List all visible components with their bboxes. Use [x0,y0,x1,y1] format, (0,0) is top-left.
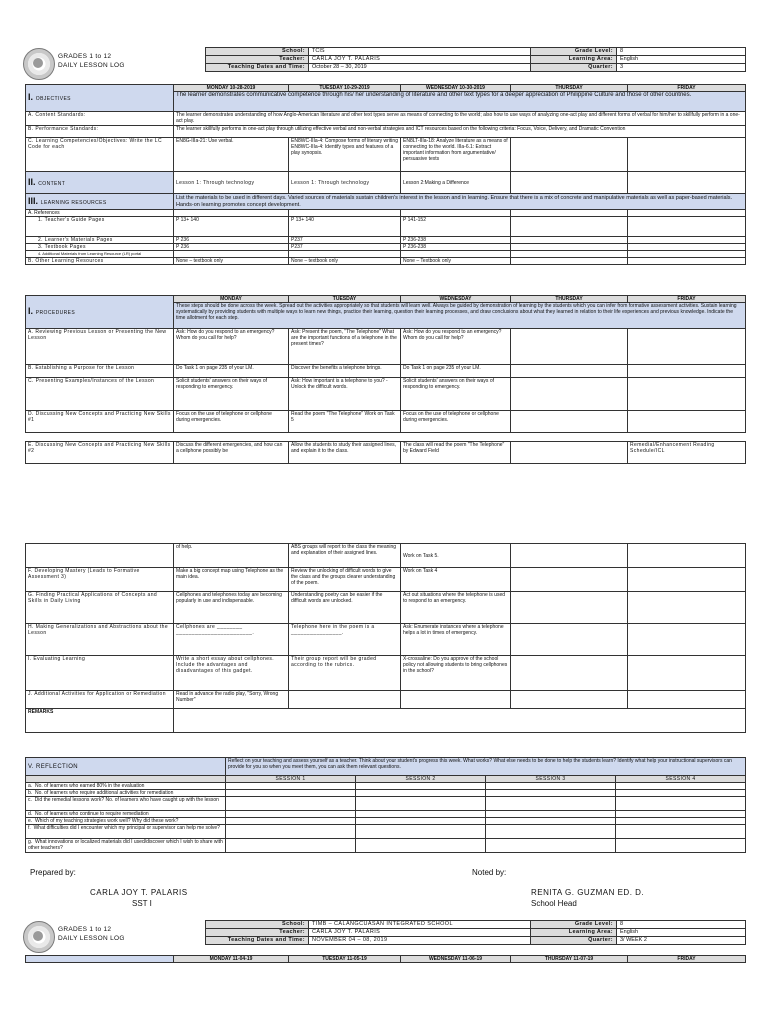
performance-standards-text: The learner skillfully performs in one-act play through utilizing effective verbal and non-verbal strategies and ICT resources based on the following criteria: Focus, Voice, Delivery, and Dramatic Convention [174,126,746,138]
teachers-guide-monday: P 13+ 140 [174,217,289,237]
school-head-title: School Head [531,899,577,908]
proc-i-monday: Write a short essay about cellphones. Include the advantages and disadvantages of this gadget. [174,656,289,691]
cont-e-wednesday: Work on Task 5. [401,544,511,568]
reflection-item [26,811,226,818]
proc-a-wednesday: Ask: How do you respond to an emergency? Whom do you call for help? [401,329,511,365]
textbook-pages-label: 3. Textbook Pages [26,244,174,251]
empty-cell [616,839,746,853]
learners-materials-monday: P 236 [174,237,289,244]
empty-cell [628,624,746,656]
proc-b-wednesday: Do Task 1 on page 235 of your LM. [401,365,511,378]
dates-label: Teaching Dates and Time: [206,937,309,945]
day-header: WEDNESDAY 11-06-19 [401,956,511,963]
competency-wednesday: EN8LT-IIIa-18: Analyze literature as a means of connecting to the world. IIIa-6.1: Extract important information from argumentative/ persuasive texts [401,138,511,172]
procedures-intro: These steps should be done across the week. Spread out the activities appropriately so that students will learn well. Always be guided by demonstration of learning by the students which you can infer from formative assessment activities. Sustain learning systematically by providing students with multiple ways to learn new things, practice their learning, question their learning processes, and draw conclusions about what they learned in relation to their life experiences and previous knowledge. Indicate the time allotment for each step. [174,303,746,329]
content-heading [26,172,174,194]
reflection-item [26,783,226,790]
empty-cell [356,811,486,818]
empty-cell [511,544,628,568]
proc-g-monday: Cellphones and telephones today are becoming popularly in use and indispensable. [174,592,289,624]
proc-f-label: F. Developing Mastery (Leads to Formative Assessment 3) [26,568,174,592]
teachers-guide-label: 1. Teacher's Guide Pages [26,217,174,237]
performance-standards-label: B. Performance Standards: [26,126,174,138]
teachers-guide-tuesday: P 13+ 140 [289,217,401,237]
learners-materials-tuesday: P237 [289,237,401,244]
proc-i-wednesday: X-crossaline: Do you approve of the school policy not allowing students to bring cellphones in the school? [401,656,511,691]
content-num: II. [28,176,36,187]
resources-heading [26,194,174,210]
empty-cell [356,797,486,811]
empty-cell [628,544,746,568]
area-value: English [617,929,746,937]
procedures-num: I. [28,306,34,316]
objectives-num: I. [28,92,34,102]
preparer-title: SST I [132,899,152,908]
empty-cell [628,258,746,265]
day-header: TUESDAY 10-29-2019 [289,85,401,92]
quarter-value: 3 [617,64,746,72]
textbook-pages-wednesday: P 236-238 [401,244,511,251]
day-header: THURSDAY [511,85,628,92]
procedures-title: PROCEDURES [35,310,76,316]
cont-e-tuesday: ABS groups will report to the class the meaning and explanation of their assigned lines. [289,544,401,568]
procedures-table [25,295,746,433]
empty-cell [511,244,628,251]
proc-g-label: G. Finding Practical Applications of Concepts and Skills in Daily Living [26,592,174,624]
proc-d-label: D. Discussing New Concepts and Practicing New Skills #1 [26,411,174,433]
reflection-title: V. REFLECTION [26,758,226,776]
competencies-label: C. Learning Competencies/Objectives: Write the LC Code for each [26,138,174,172]
day-header: TUESDAY [289,296,401,303]
empty-cell [486,811,616,818]
competency-monday: EN8G-IIIa-21: Use verbal. [174,138,289,172]
reflection-key: a. [28,783,33,789]
empty-cell [628,656,746,691]
day-header: FRIDAY [628,956,746,963]
empty-cell [26,776,226,783]
area-label: Learning Area: [531,56,617,64]
empty-cell [174,251,289,258]
reflection-item [26,825,226,839]
prepared-by-label: Prepared by: [30,868,76,877]
content-wednesday: Lesson 2:Making a Difference [401,172,511,194]
school-label: School: [206,921,309,929]
empty-cell [26,956,174,963]
empty-cell [628,378,746,411]
empty-cell [486,790,616,797]
empty-cell [26,544,174,568]
reflection-key: g. [28,839,33,845]
dll-title-line1: GRADES 1 to 12 [58,926,112,933]
empty-cell [511,258,628,265]
proc-h-label: H. Making Generalizations and Abstractions about the Lesson [26,624,174,656]
empty-cell [616,797,746,811]
empty-cell [289,210,401,217]
dll-title [58,925,125,943]
proc-f-monday: Make a big concept map using Telephone as the main idea. [174,568,289,592]
day-header: WEDNESDAY [401,296,511,303]
proc-c-monday: Solicit students' answers on their ways of responding to emergency. [174,378,289,411]
dates-label: Teaching Dates and Time: [206,64,309,72]
proc-e-monday: Discuss the different emergencies, and how can a cellphone possibly be [174,442,289,464]
reflection-question: What difficulties did I encounter which my principal or supervisor can help me solve? [33,825,220,831]
empty-cell [511,329,628,365]
teachers-guide-wednesday: P 141-152 [401,217,511,237]
empty-cell [356,790,486,797]
proc-h-tuesday: Telephone here in the poem is a ________________. [289,624,401,656]
reflection-text: Reflect on your teaching and assess yourself as a teacher. Think about your student's progress this week. What works? What else needs to be done to help the students learn? Identify what help your instructional supervisors can provide for you so when you meet them, you can ask them relevant questions. [226,758,746,776]
empty-cell [486,839,616,853]
proc-b-tuesday: Discover the benefits a telephone brings. [289,365,401,378]
empty-cell [628,365,746,378]
empty-cell [511,568,628,592]
day-header: THURSDAY [511,296,628,303]
empty-cell [511,592,628,624]
empty-cell [628,251,746,258]
session-header: SESSION 2 [356,776,486,783]
day-header: TUESDAY 11-05-19 [289,956,401,963]
textbook-pages-tuesday: P237 [289,244,401,251]
empty-cell [401,251,511,258]
resources-title: LEARNING RESOURCES [40,199,107,206]
lesson-table-1 [25,84,746,265]
proc-e-wednesday: The class will read the poem "The Telephone" by Edward Field [401,442,511,464]
objective-statement: The learner demonstrates communicative competence through his/ her understanding of literature and other text types for a deeper appreciation of Philippine Culture and those of other countries. [174,92,746,112]
proc-d-monday: Focus on the use of telephone or cellphone during emergencies. [174,411,289,433]
day-header: MONDAY [174,296,289,303]
empty-cell [486,783,616,790]
empty-cell [511,172,628,194]
references-label: A. References [26,210,174,217]
school-value: TIMB – CALANGCUASAN INTEGRATED SCHOOL [309,921,531,929]
empty-cell [628,244,746,251]
other-resources-tuesday: None – textbook only [289,258,401,265]
proc-d-tuesday: Read the poem "The Telephone" Work on Task 5 [289,411,401,433]
empty-cell [616,825,746,839]
day-header: WEDNESDAY 10-30-2019 [401,85,511,92]
day-header: FRIDAY [628,85,746,92]
textbook-pages-monday: P 236 [174,244,289,251]
empty-cell [511,365,628,378]
proc-i-tuesday: Their group report will be graded according to the rubrics. [289,656,401,691]
quarter-label: Quarter: [531,937,617,945]
grade-label: Grade Level: [531,921,617,929]
learners-materials-wednesday: P 236-238 [401,237,511,244]
empty-cell [289,691,401,709]
proc-i-label: I. Evaluating Learning [26,656,174,691]
proc-b-label: B. Establishing a Purpose for the Lesson [26,365,174,378]
empty-cell [511,442,628,464]
proc-c-wednesday: Solicit students' answers on their ways of responding to emergency. [401,378,511,411]
empty-cell [486,825,616,839]
proc-j-label: J. Additional Activities for Application or Remediation [26,691,174,709]
dll-title [58,52,125,70]
reflection-item [26,818,226,825]
reflection-question: No. of learners who require additional activities for remediation [34,790,174,796]
proc-e-label: E. Discussing New Concepts and Practicing New Skills #2 [26,442,174,464]
continuation-table [25,543,746,733]
empty-cell [226,797,356,811]
reflection-key: e. [28,818,33,824]
other-resources-monday: None – textbook only [174,258,289,265]
other-resources-label: B. Other Learning Resources [26,258,174,265]
proc-h-monday: Cellphones are ________ ________________________. [174,624,289,656]
teacher-value: CARLA JOY T. PALARIS [309,929,531,937]
empty-cell [511,237,628,244]
empty-cell [226,839,356,853]
empty-cell [616,818,746,825]
empty-cell [226,783,356,790]
teacher-value: CARLA JOY T. PALARIS [309,56,531,64]
empty-cell [226,790,356,797]
quarter-value: 3/ WEEK 2 [617,937,746,945]
proc-c-label: C. Presenting Examples/Instances of the Lesson [26,378,174,411]
empty-cell [356,783,486,790]
reflection-key: c. [28,797,32,803]
proc-f-wednesday: Work on Task 4 [401,568,511,592]
proc-e-tuesday: Allow the students to study their assigned lines, and explain it to the class. [289,442,401,464]
reflection-question: Which of my teaching strategies work well? Why did these work? [34,818,179,824]
reflection-key: b. [28,790,33,796]
procedures-table-e [25,441,746,464]
grade-label: Grade Level: [531,48,617,56]
content-monday: Lesson 1: Through technology [174,172,289,194]
empty-cell [401,210,511,217]
empty-cell [511,210,628,217]
content-tuesday: Lesson 1: Through technology [289,172,401,194]
session-header: SESSION 1 [226,776,356,783]
school-head-name: RENITA G. GUZMAN ED. D. [531,888,645,897]
reflection-item [26,839,226,853]
proc-c-tuesday: Ask: How important is a telephone to you? -Unlock the difficult words. [289,378,401,411]
grade-value: 8 [617,921,746,929]
dates-value: October 28 – 30, 2019 [309,64,531,72]
proc-b-monday: Do Task 1 on page 235 of your LM. [174,365,289,378]
day-header: FRIDAY [628,296,746,303]
lr-portal-label: 4. Additional Materials from Learning Resource (LR) portal [26,251,174,258]
deped-seal-logo [23,921,55,953]
empty-cell [628,691,746,709]
proc-h-wednesday: Ask: Enumerate instances where a telephone helps a lot in times of emergency. [401,624,511,656]
empty-cell [511,656,628,691]
proc-e-friday: Remedial/Enhancement Reading Schedule/ICL [628,442,746,464]
procedures-heading [26,296,174,329]
day-header: MONDAY 10-28-2019 [174,85,289,92]
school-label: School: [206,48,309,56]
proc-d-wednesday: Focus on the use of telephone or cellphone during emergencies. [401,411,511,433]
proc-g-wednesday: Act out situations where the telephone is used to respond to an emergency. [401,592,511,624]
proc-a-monday: Ask: How do you respond to an emergency? Whom do you call for help? [174,329,289,365]
deped-seal-logo [23,48,55,80]
empty-cell [356,839,486,853]
proc-a-tuesday: Ask: Present the poem, "The Telephone" What are the important functions of a telephone in the present times? [289,329,401,365]
content-standards-text: The learner demonstrates understanding of how Anglo-American literature and other text types serve as means of connecting to the world; also how to use ways of analyzing one-act play and different forms of verbal for him/her to skillfully perform in a one-act play. [174,112,746,126]
objectives-title: OBJECTIVES [35,96,71,102]
learners-materials-label: 2. Learner's Materials Pages [26,237,174,244]
content-title: CONTENT [38,180,66,187]
session-header: SESSION 3 [486,776,616,783]
proc-j-monday: Read in advance the radio play, "Sorry, Wrong Number" [174,691,289,709]
empty-cell [486,818,616,825]
objectives-heading [26,85,174,112]
empty-cell [289,251,401,258]
empty-cell [628,592,746,624]
empty-cell [511,411,628,433]
grade-value: 8 [617,48,746,56]
reflection-item [26,790,226,797]
dates-value: NOVEMBER 04 – 08, 2019 [309,937,531,945]
day-header: THURSDAY 11-07-19 [511,956,628,963]
empty-cell [628,237,746,244]
noted-by-label: Noted by: [472,868,507,877]
empty-cell [511,691,628,709]
proc-g-tuesday: Understanding poetry can be easier if the difficult words are unlocked. [289,592,401,624]
preparer-name: CARLA JOY T. PALARIS [90,888,188,897]
reflection-item [26,797,226,811]
empty-cell [511,217,628,237]
teacher-label: Teacher: [206,929,309,937]
reflection-table [25,757,746,853]
empty-cell [628,217,746,237]
area-label: Learning Area: [531,929,617,937]
cont-e-monday: of help. [174,544,289,568]
resources-description: List the materials to be used in different days. Varied sources of materials sustain children's interest in the lesson and in learning. Ensure that there is a mix of concrete and manipulative materials as well as paper-based materials. Hands-on learning promotes concept development. [174,194,746,210]
empty-cell [628,329,746,365]
empty-cell [628,411,746,433]
empty-cell [616,811,746,818]
dll-title-line2: DAILY LESSON LOG [58,935,125,942]
reflection-key: f. [28,825,31,831]
reflection-question: No. of learners who continue to require remediation [34,811,149,817]
empty-cell [511,251,628,258]
empty-cell [174,210,289,217]
reflection-key: d. [28,811,33,817]
teacher-label: Teacher: [206,56,309,64]
empty-cell [511,378,628,411]
empty-cell [616,783,746,790]
remarks-label: REMARKS [26,709,174,733]
proc-a-label: A. Reviewing Previous Lesson or Presenting the New Lesson [26,329,174,365]
empty-cell [511,624,628,656]
empty-cell [356,818,486,825]
resources-num: III. [28,195,39,206]
reflection-question: No. of learners who earned 80% in the evaluation [34,783,145,789]
reflection-question: Did the remedial lessons work? No. of learners who have caught up with the lesson [34,797,219,803]
empty-cell [628,568,746,592]
header-table-1 [205,47,746,72]
empty-cell [616,790,746,797]
quarter-label: Quarter: [531,64,617,72]
reflection-question: What innovations or localized materials did I used/discover which I wish to share with other teachers? [28,839,223,851]
day-header: MONDAY 11-04-19 [174,956,289,963]
empty-cell [511,138,628,172]
empty-cell [628,172,746,194]
dll-title-line1: GRADES 1 to 12 [58,53,112,60]
empty-cell [356,825,486,839]
empty-cell [628,138,746,172]
proc-f-tuesday: Review the unlocking of difficult words to give the class and the groups clearer understanding of the poem. [289,568,401,592]
empty-cell [628,210,746,217]
header-table-2 [205,920,746,945]
day-header-table-3 [25,955,746,963]
dll-title-line2: DAILY LESSON LOG [58,62,125,69]
empty-cell [401,691,511,709]
empty-cell [226,825,356,839]
content-standards-label: A. Content Standards: [26,112,174,126]
area-value: English [617,56,746,64]
remarks-value [174,709,746,733]
empty-cell [226,811,356,818]
empty-cell [226,818,356,825]
other-resources-wednesday: None – Textbook only [401,258,511,265]
empty-cell [486,797,616,811]
session-header: SESSION 4 [616,776,746,783]
competency-tuesday: EN8WC-IIIa-4: Compose forms of literary writing EN8WC-IIIa-4: Identify types and features of a play synopsis. [289,138,401,172]
school-value: TCIS [309,48,531,56]
